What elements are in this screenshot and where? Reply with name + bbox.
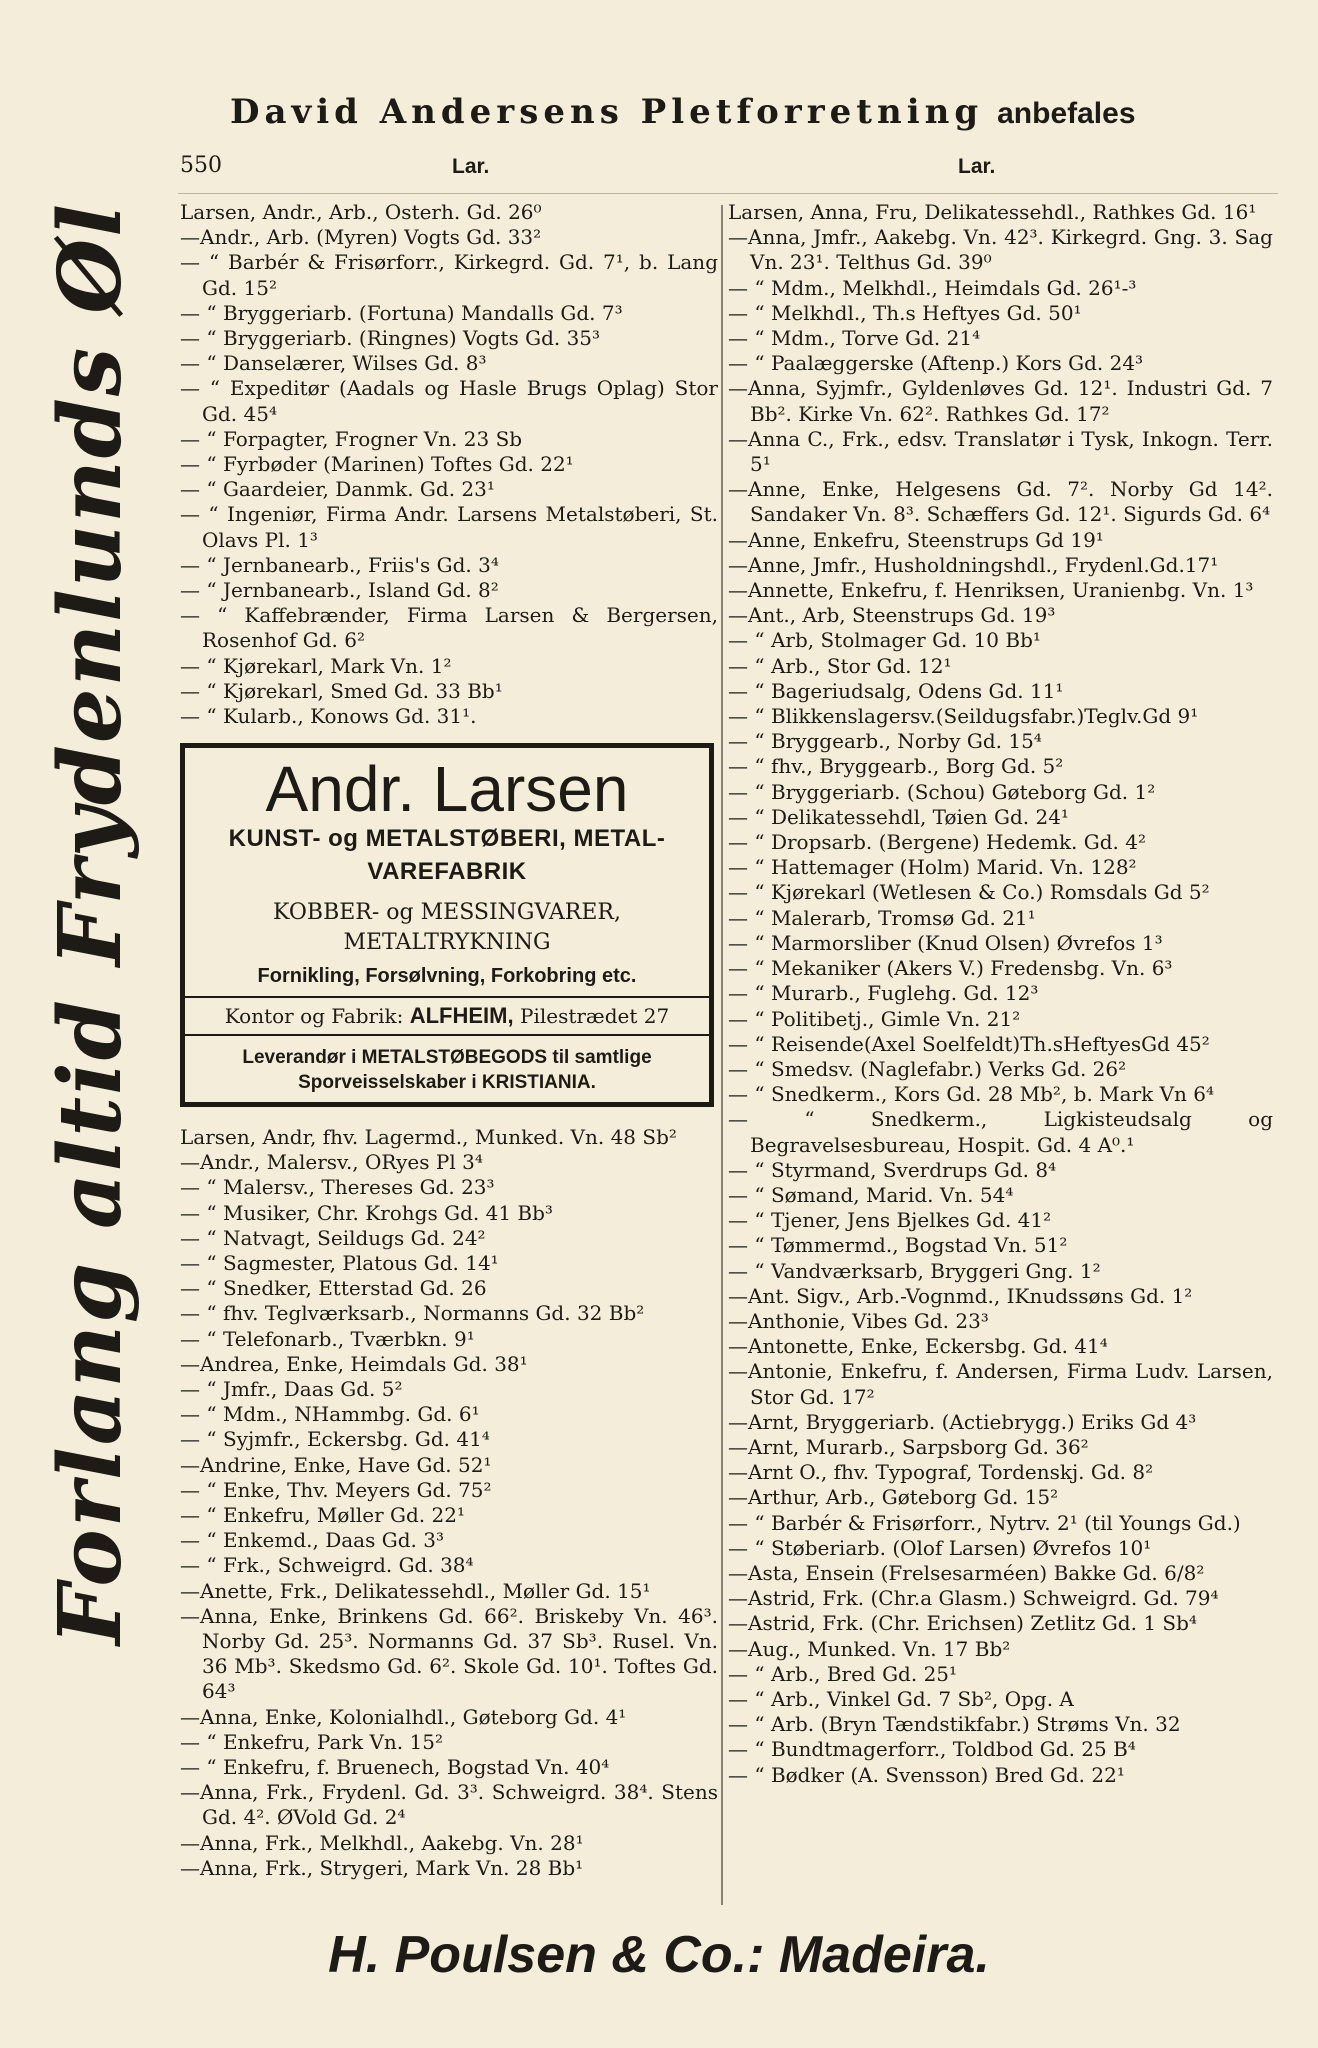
directory-entry: — “ Snedkerm., Kors Gd. 28 Mb², b. Mark Vn 6⁴ — [728, 1082, 1215, 1107]
ad-address-place: ALFHEIM, — [409, 1003, 514, 1029]
directory-entry: — “ Malersv., Thereses Gd. 23³ — [180, 1175, 495, 1200]
directory-entry: —Anna, Jmfr., Aakebg. Vn. 42³. Kirkegrd. Gng. 3. Sag Vn. 23¹. Telthus Gd. 39⁰ — [728, 225, 1273, 275]
directory-entry: — “ Sagmester, Platous Gd. 14¹ — [180, 1251, 499, 1276]
directory-entry: —Anna C., Frk., edsv. Translatør i Tysk, Inkogn. Terr. 5¹ — [728, 426, 1273, 477]
directory-entry: — “ Barbér & Frisørforr., Nytrv. 2¹ (til Youngs Gd.) — [728, 1510, 1241, 1535]
top-banner-suffix: anbefales — [997, 97, 1136, 130]
directory-entry: — “ fhv., Bryggearb., Borg Gd. 5² — [728, 754, 1064, 779]
directory-entry: —Ant., Arb, Steenstrups Gd. 19³ — [728, 603, 1056, 628]
directory-entry: — “ Smedsv. (Naglefabr.) Verks Gd. 26² — [728, 1056, 1127, 1081]
directory-entry: — “ Hattemager (Holm) Marid. Vn. 128² — [728, 855, 1137, 880]
directory-entry: Larsen, Anna, Fru, Delikatessehdl., Rathkes Gd. 16¹ — [728, 200, 1257, 224]
directory-entry: — “ Arb., Vinkel Gd. 7 Sb², Opg. A — [728, 1686, 1074, 1711]
column-divider — [721, 205, 723, 1905]
directory-entry: — “ Enkefru, Park Vn. 15² — [180, 1729, 443, 1754]
directory-entry: — “ Enkefru, f. Bruenech, Bogstad Vn. 40⁴ — [180, 1755, 610, 1780]
directory-entry: — “ Murarb., Fuglehg. Gd. 12³ — [728, 981, 1039, 1006]
directory-entry: — “ Gaardeier, Danmk. Gd. 23¹ — [180, 477, 495, 502]
directory-entry: — “ Jmfr., Daas Gd. 5² — [180, 1377, 403, 1402]
directory-entry: — “ Arb., Stor Gd. 12¹ — [728, 653, 952, 678]
directory-entry: —Arnt, Bryggeriarb. (Actiebrygg.) Eriks Gd 4³ — [728, 1409, 1197, 1434]
directory-entry: — “ Danselærer, Wilses Gd. 8³ — [180, 351, 487, 376]
ad-footer-1: Leverandør i METALSTØBEGODS til samtlige — [242, 1047, 652, 1069]
directory-entry: — “ Forpagter, Frogner Vn. 23 Sb — [180, 426, 523, 451]
directory-entry: — “ Bryggeriarb. (Schou) Gøteborg Gd. 1² — [728, 779, 1156, 804]
directory-entry: Larsen, Andr, fhv. Lagermd., Munked. Vn. 48 Sb² — [180, 1125, 677, 1149]
ad-title: Andr. Larsen — [265, 753, 629, 825]
directory-entry: —Ant. Sigv., Arb.-Vognmd., IKnudssøns Gd. 1² — [728, 1283, 1193, 1308]
left-column-bottom-entries — [180, 1125, 718, 1881]
directory-entry: — “ Arb, Stolmager Gd. 10 Bb¹ — [728, 628, 1041, 653]
directory-entry: — “ Bryggeriarb. (Fortuna) Mandalls Gd. 7³ — [180, 300, 623, 325]
ad-address — [185, 996, 709, 1036]
directory-entry: — “ Blikkenslagersv.(Seildugsfabr.)Teglv.Gd 9¹ — [728, 704, 1199, 729]
directory-entry: —Astrid, Frk. (Chr.a Glasm.) Schweigrd. Gd. 79⁴ — [728, 1586, 1219, 1611]
directory-entry: —Arthur, Arb., Gøteborg Gd. 15² — [728, 1485, 1059, 1510]
directory-entry: —Astrid, Frk. (Chr. Erichsen) Zetlitz Gd. 1 Sb⁴ — [728, 1611, 1197, 1636]
top-banner-ad — [230, 92, 1230, 132]
directory-entry: — “ Kjørekarl, Mark Vn. 1² — [180, 653, 452, 678]
directory-entry: — “ Delikatessehdl, Tøien Gd. 24¹ — [728, 804, 1069, 829]
directory-entry: — “ Jernbanearb., Island Gd. 8² — [180, 578, 499, 603]
bottom-banner-ad: H. Poulsen & Co.: Madeira. — [328, 1926, 990, 1984]
ad-line-3: KOBBER- og MESSINGVARER, — [273, 899, 621, 925]
directory-entry: —Andr., Arb. (Myren) Vogts Gd. 33² — [180, 225, 542, 250]
directory-entry: — “ Bageriudsalg, Odens Gd. 11¹ — [728, 678, 1064, 703]
directory-entry: —Annette, Enkefru, f. Henriksen, Uranienbg. Vn. 1³ — [728, 578, 1254, 603]
directory-entry: — “ Fyrbøder (Marinen) Toftes Gd. 22¹ — [180, 452, 574, 477]
directory-entry: —Antonette, Enke, Eckersbg. Gd. 41⁴ — [728, 1334, 1108, 1359]
ad-line-5: Fornikling, Forsølvning, Forkobring etc. — [257, 965, 637, 988]
directory-entry: —Arnt O., fhv. Typograf, Tordenskj. Gd. 8² — [728, 1460, 1154, 1485]
directory-entry: — “ Bryggearb., Norby Gd. 15⁴ — [728, 729, 1042, 754]
directory-entry: — “ Kaffebrænder, Firma Larsen & Bergersen, Rosenhof Gd. 6² — [180, 603, 718, 653]
page-number: 550 — [180, 153, 222, 178]
directory-entry: — “ Mdm., Torve Gd. 21⁴ — [728, 326, 981, 351]
directory-entry: — “ Jernbanearb., Friis's Gd. 3⁴ — [180, 552, 499, 577]
directory-entry: Larsen, Andr., Arb., Osterh. Gd. 26⁰ — [180, 200, 542, 224]
directory-entry: —Andrine, Enke, Have Gd. 52¹ — [180, 1452, 492, 1477]
directory-entry: — “ Natvagt, Seildugs Gd. 24² — [180, 1225, 486, 1250]
header-rule — [178, 193, 1278, 194]
directory-entry: — “ Paalæggerske (Aftenp.) Kors Gd. 24³ — [728, 351, 1144, 376]
ad-address-prefix: Kontor og Fabrik: — [224, 1004, 404, 1029]
ad-address-street: Pilestrædet 27 — [519, 1004, 670, 1029]
directory-entry: — “ Mekaniker (Akers V.) Fredensbg. Vn. 6³ — [728, 956, 1173, 981]
directory-entry: — “ Telefonarb., Tværbkn. 9¹ — [180, 1326, 475, 1351]
directory-entry: —Antonie, Enkefru, f. Andersen, Firma Ludv. Larsen, Stor Gd. 17² — [728, 1359, 1273, 1409]
directory-entry: —Anna, Syjmfr., Gyldenløves Gd. 12¹. Industri Gd. 7 Bb². Kirke Vn. 62². Rathkes Gd. 17² — [728, 376, 1273, 426]
directory-entry: — “ Reisende(Axel Soelfeldt)Th.sHeftyesGd 45² — [728, 1031, 1210, 1056]
directory-entry: — “ Bundtmagerforr., Toldbod Gd. 25 B⁴ — [728, 1737, 1136, 1762]
directory-entry: —Anna, Enke, Kolonialhdl., Gøteborg Gd. 4¹ — [180, 1704, 627, 1729]
directory-entry: — “ Melkhdl., Th.s Heftyes Gd. 50¹ — [728, 300, 1082, 325]
ad-line-2: VAREFABRIK — [367, 857, 527, 885]
column-header-right: Lar. — [958, 155, 996, 178]
directory-entry: — “ Bryggeriarb. (Ringnes) Vogts Gd. 35³ — [180, 326, 601, 351]
top-banner-main: David Andersens Pletforretning — [230, 92, 984, 132]
directory-entry: — “ Marmorsliber (Knud Olsen) Øvrefos 1³ — [728, 930, 1163, 955]
left-column-top-entries — [180, 200, 718, 729]
directory-entry: — “ Enkemd., Daas Gd. 3³ — [180, 1528, 444, 1553]
directory-entry: — “ Kjørekarl, Smed Gd. 33 Bb¹ — [180, 678, 503, 703]
directory-entry: —Anne, Jmfr., Husholdningshdl., Frydenl.Gd.17¹ — [728, 552, 1219, 577]
directory-entry: — “ Styrmand, Sverdrups Gd. 8⁴ — [728, 1157, 1057, 1182]
directory-entry: — “ fhv. Teglværksarb., Normanns Gd. 32 Bb² — [180, 1301, 645, 1326]
directory-entry: — “ Syjmfr., Eckersbg. Gd. 41⁴ — [180, 1427, 490, 1452]
directory-entry: —Anna, Frk., Strygeri, Mark Vn. 28 Bb¹ — [180, 1855, 584, 1880]
directory-entry: —Andr., Malersv., ORyes Pl 3⁴ — [180, 1150, 483, 1175]
directory-entry: — “ Tjener, Jens Bjelkes Gd. 41² — [728, 1208, 1052, 1233]
directory-entry: —Anna, Frk., Frydenl. Gd. 3³. Schweigrd. 38⁴. Stens Gd. 4². ØVold Gd. 2⁴ — [180, 1780, 718, 1830]
directory-entry: — “ Barbér & Frisørforr., Kirkegrd. Gd. 7¹, b. Lang Gd. 15² — [180, 250, 718, 300]
directory-entry: — “ Enkefru, Møller Gd. 22¹ — [180, 1503, 465, 1528]
directory-entry: — “ Kjørekarl (Wetlesen & Co.) Romsdals Gd 5² — [728, 880, 1210, 905]
directory-entry: —Anna, Frk., Melkhdl., Aakebg. Vn. 28¹ — [180, 1830, 584, 1855]
directory-entry: — “ Arb. (Bryn Tændstikfabr.) Strøms Vn. 32 — [728, 1712, 1181, 1737]
directory-entry: — “ Musiker, Chr. Krohgs Gd. 41 Bb³ — [180, 1200, 553, 1225]
directory-entry: —Anthonie, Vibes Gd. 23³ — [728, 1308, 989, 1333]
directory-entry: —Anne, Enkefru, Steenstrups Gd 19¹ — [728, 527, 1104, 552]
directory-entry: — “ Støberiarb. (Olof Larsen) Øvrefos 10¹ — [728, 1535, 1152, 1560]
directory-entry: — “ Vandværksarb, Bryggeri Gng. 1² — [728, 1258, 1101, 1283]
directory-entry: — “ Dropsarb. (Bergene) Hedemk. Gd. 4² — [728, 830, 1147, 855]
ad-line-1: KUNST- og METALSTØBERI, METAL- — [228, 825, 666, 853]
directory-entry: — “ Frk., Schweigrd. Gd. 38⁴ — [180, 1553, 474, 1578]
directory-entry: —Aug., Munked. Vn. 17 Bb² — [728, 1636, 1011, 1661]
directory-entry: — “ Mdm., Melkhdl., Heimdals Gd. 26¹-³ — [728, 275, 1137, 300]
directory-entry: —Anne, Enke, Helgesens Gd. 7². Norby Gd 14². Sandaker Vn. 8³. Schæffers Gd. 12¹. Sigurds Gd. 6⁴ — [728, 477, 1273, 527]
directory-entry: — “ Mdm., NHammbg. Gd. 6¹ — [180, 1402, 480, 1427]
directory-entry: — “ Snedkerm., Ligkisteudsalg og Begravelsesbureau, Hospit. Gd. 4 A⁰.¹ — [728, 1107, 1273, 1157]
directory-entry: — “ Malerarb, Tromsø Gd. 21¹ — [728, 905, 1036, 930]
directory-entry: — “ Bødker (A. Svensson) Bred Gd. 22¹ — [728, 1762, 1125, 1787]
column-header-left: Lar. — [452, 155, 490, 178]
directory-entry: — “ Kularb., Konows Gd. 31¹. — [180, 704, 477, 729]
ad-line-4: METALTRYKNING — [343, 929, 551, 955]
directory-entry: —Anette, Frk., Delikatessehdl., Møller Gd. 15¹ — [180, 1578, 651, 1603]
directory-entry: — “ Arb., Bred Gd. 25¹ — [728, 1661, 958, 1686]
directory-entry: —Anna, Enke, Brinkens Gd. 66². Briskeby Vn. 46³. Norby Gd. 25³. Normanns Gd. 37 Sb³. Rusel. Vn. 36 Mb³. Skedsmo Gd. 6². Skole Gd. 10¹. Toftes Gd. 64³ — [180, 1603, 718, 1704]
side-slogan-ad: Forlang altid Frydenlunds Øl — [40, 202, 141, 1645]
ad-footer-2: Sporveisselskaber i KRISTIANIA. — [298, 1072, 596, 1094]
directory-entry: — “ Sømand, Marid. Vn. 54⁴ — [728, 1182, 1014, 1207]
directory-entry: —Asta, Ensein (Frelsesarméen) Bakke Gd. 6/8² — [728, 1560, 1205, 1585]
directory-entry: —Arnt, Murarb., Sarpsborg Gd. 36² — [728, 1434, 1089, 1459]
directory-entry: — “ Enke, Thv. Meyers Gd. 75² — [180, 1477, 492, 1502]
directory-entry: — “ Politibetj., Gimle Vn. 21² — [728, 1006, 1021, 1031]
right-column-entries — [728, 200, 1273, 1788]
directory-entry: — “ Ingeniør, Firma Andr. Larsens Metalstøberi, St. Olavs Pl. 1³ — [180, 502, 718, 552]
directory-entry: —Andrea, Enke, Heimdals Gd. 38¹ — [180, 1351, 528, 1376]
directory-entry: — “ Snedker, Etterstad Gd. 26 — [180, 1276, 487, 1301]
directory-entry: — “ Expeditør (Aadals og Hasle Brugs Oplag) Stor Gd. 45⁴ — [180, 376, 718, 426]
directory-entry: — “ Tømmermd., Bogstad Vn. 51² — [728, 1233, 1068, 1258]
andr-larsen-advertisement — [180, 743, 714, 1107]
